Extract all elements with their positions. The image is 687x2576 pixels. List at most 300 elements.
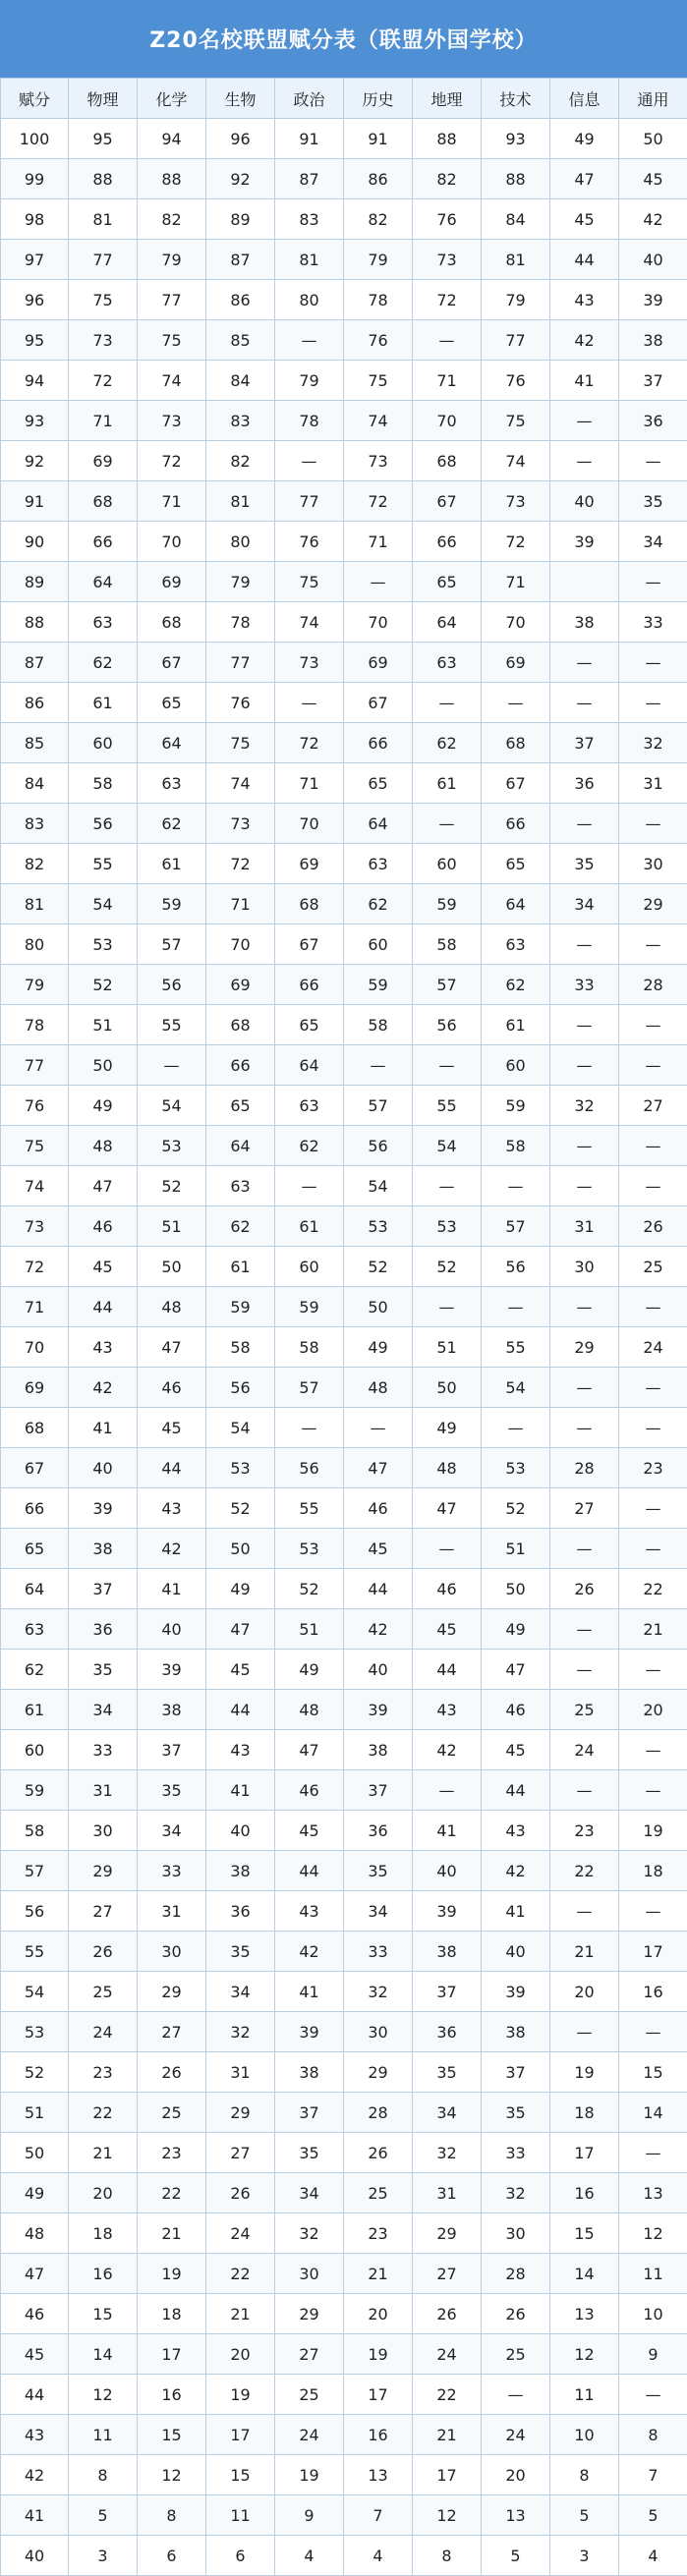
history-cell: 53 — [344, 1206, 413, 1247]
technology-cell: 32 — [482, 2173, 550, 2213]
information-cell: — — [550, 1650, 619, 1690]
history-cell: 28 — [344, 2093, 413, 2133]
history-cell: 54 — [344, 1166, 413, 1206]
general-tech-cell: 16 — [619, 1972, 687, 2012]
politics-cell: 80 — [275, 280, 344, 320]
information-cell: — — [550, 1005, 619, 1045]
general-tech-cell: 26 — [619, 1206, 687, 1247]
chemistry-cell: 48 — [138, 1287, 206, 1327]
general-tech-cell: 42 — [619, 199, 687, 240]
chemistry-cell: 57 — [138, 924, 206, 965]
history-cell: 39 — [344, 1690, 413, 1730]
chemistry-cell: 59 — [138, 884, 206, 924]
history-cell: 73 — [344, 441, 413, 481]
geography-cell: 34 — [413, 2093, 482, 2133]
physics-cell: 47 — [69, 1166, 138, 1206]
assigned-score-cell: 63 — [1, 1609, 69, 1650]
technology-cell: 56 — [482, 1247, 550, 1287]
general-tech-cell: 30 — [619, 844, 687, 884]
politics-cell: 41 — [275, 1972, 344, 2012]
history-cell: 74 — [344, 401, 413, 441]
information-cell: 47 — [550, 159, 619, 199]
physics-cell: 20 — [69, 2173, 138, 2213]
technology-cell: 24 — [482, 2415, 550, 2455]
table-row — [1, 1891, 687, 1932]
table-row — [1, 2495, 687, 2536]
assigned-score-cell: 93 — [1, 401, 69, 441]
technology-cell: 77 — [482, 320, 550, 361]
information-cell: 36 — [550, 763, 619, 804]
geography-cell: 61 — [413, 763, 482, 804]
geography-cell: 68 — [413, 441, 482, 481]
politics-cell: 55 — [275, 1488, 344, 1529]
information-cell: 34 — [550, 884, 619, 924]
politics-cell: 71 — [275, 763, 344, 804]
assigned-score-cell: 100 — [1, 119, 69, 159]
table-row — [1, 1287, 687, 1327]
politics-cell: 59 — [275, 1287, 344, 1327]
assigned-score-cell: 46 — [1, 2294, 69, 2334]
politics-cell: 91 — [275, 119, 344, 159]
biology-cell: 29 — [206, 2093, 275, 2133]
information-cell: 19 — [550, 2052, 619, 2093]
politics-cell: 43 — [275, 1891, 344, 1932]
physics-cell: 44 — [69, 1287, 138, 1327]
technology-cell: 39 — [482, 1972, 550, 2012]
assigned-score-cell: 45 — [1, 2334, 69, 2375]
technology-cell: 51 — [482, 1529, 550, 1569]
information-cell: — — [550, 1126, 619, 1166]
physics-cell: 31 — [69, 1770, 138, 1811]
information-cell: — — [550, 1287, 619, 1327]
biology-cell: 36 — [206, 1891, 275, 1932]
physics-cell: 5 — [69, 2495, 138, 2536]
technology-cell: — — [482, 1408, 550, 1448]
geography-cell: 45 — [413, 1609, 482, 1650]
chemistry-cell: 25 — [138, 2093, 206, 2133]
politics-cell: 81 — [275, 240, 344, 280]
table-row — [1, 1569, 687, 1609]
table-row — [1, 1206, 687, 1247]
chemistry-cell: 29 — [138, 1972, 206, 2012]
technology-cell: 74 — [482, 441, 550, 481]
information-cell: 35 — [550, 844, 619, 884]
politics-cell: 4 — [275, 2536, 344, 2576]
assigned-score-cell: 42 — [1, 2455, 69, 2495]
chemistry-cell: 64 — [138, 723, 206, 763]
biology-cell: 17 — [206, 2415, 275, 2455]
table-row — [1, 401, 687, 441]
physics-cell: 81 — [69, 199, 138, 240]
physics-cell: 68 — [69, 481, 138, 522]
table-body — [1, 119, 687, 2576]
physics-cell: 71 — [69, 401, 138, 441]
general-tech-cell: 35 — [619, 481, 687, 522]
assigned-score-cell: 40 — [1, 2536, 69, 2576]
physics-cell: 69 — [69, 441, 138, 481]
chemistry-cell: 40 — [138, 1609, 206, 1650]
chemistry-cell: 55 — [138, 1005, 206, 1045]
technology-cell: 26 — [482, 2294, 550, 2334]
assigned-score-cell: 89 — [1, 562, 69, 602]
politics-cell: 66 — [275, 965, 344, 1005]
information-cell: 39 — [550, 522, 619, 562]
general-tech-cell: — — [619, 562, 687, 602]
history-cell: 50 — [344, 1287, 413, 1327]
biology-cell: 56 — [206, 1368, 275, 1408]
politics-cell: — — [275, 1408, 344, 1448]
general-tech-cell: 24 — [619, 1327, 687, 1368]
chemistry-cell: 62 — [138, 804, 206, 844]
geography-cell: 63 — [413, 643, 482, 683]
history-cell: 37 — [344, 1770, 413, 1811]
chemistry-cell: 33 — [138, 1851, 206, 1891]
information-cell: — — [550, 441, 619, 481]
information-cell: 17 — [550, 2133, 619, 2173]
general-tech-cell: — — [619, 1488, 687, 1529]
geography-cell: 43 — [413, 1690, 482, 1730]
chemistry-cell: 82 — [138, 199, 206, 240]
table-row — [1, 1126, 687, 1166]
table-row — [1, 2012, 687, 2052]
table-row — [1, 1730, 687, 1770]
politics-cell: 29 — [275, 2294, 344, 2334]
general-tech-cell: 39 — [619, 280, 687, 320]
physics-cell: 53 — [69, 924, 138, 965]
politics-cell: — — [275, 1166, 344, 1206]
politics-cell: 46 — [275, 1770, 344, 1811]
geography-cell: 71 — [413, 361, 482, 401]
chemistry-cell: 88 — [138, 159, 206, 199]
physics-cell: 72 — [69, 361, 138, 401]
physics-cell: 16 — [69, 2254, 138, 2294]
table-row — [1, 844, 687, 884]
politics-cell: — — [275, 441, 344, 481]
assigned-score-cell: 82 — [1, 844, 69, 884]
assigned-score-cell: 48 — [1, 2213, 69, 2254]
general-tech-cell: 18 — [619, 1851, 687, 1891]
technology-cell: 81 — [482, 240, 550, 280]
information-cell: — — [550, 2012, 619, 2052]
general-tech-cell: — — [619, 441, 687, 481]
general-tech-cell: — — [619, 1126, 687, 1166]
technology-cell: 40 — [482, 1932, 550, 1972]
table-row — [1, 1488, 687, 1529]
geography-cell: 17 — [413, 2455, 482, 2495]
table-row — [1, 2213, 687, 2254]
history-cell: 67 — [344, 683, 413, 723]
politics-cell: 45 — [275, 1811, 344, 1851]
assigned-score-cell: 50 — [1, 2133, 69, 2173]
general-tech-cell: 32 — [619, 723, 687, 763]
assigned-score-cell: 76 — [1, 1086, 69, 1126]
general-tech-cell: 19 — [619, 1811, 687, 1851]
history-cell: 16 — [344, 2415, 413, 2455]
table-row — [1, 481, 687, 522]
table-row — [1, 884, 687, 924]
information-cell: — — [550, 401, 619, 441]
information-cell: 8 — [550, 2455, 619, 2495]
history-cell: 66 — [344, 723, 413, 763]
table-row — [1, 240, 687, 280]
assigned-score-cell: 85 — [1, 723, 69, 763]
chemistry-cell: 23 — [138, 2133, 206, 2173]
geography-cell: 72 — [413, 280, 482, 320]
table-row — [1, 1690, 687, 1730]
history-cell: 44 — [344, 1569, 413, 1609]
technology-cell: 30 — [482, 2213, 550, 2254]
physics-cell: 37 — [69, 1569, 138, 1609]
biology-cell: 78 — [206, 602, 275, 643]
general-tech-cell: 27 — [619, 1086, 687, 1126]
biology-cell: 43 — [206, 1730, 275, 1770]
technology-cell: 55 — [482, 1327, 550, 1368]
assigned-score-cell: 75 — [1, 1126, 69, 1166]
geography-cell: 65 — [413, 562, 482, 602]
assigned-score-cell: 71 — [1, 1287, 69, 1327]
biology-cell: 35 — [206, 1932, 275, 1972]
politics-cell: 52 — [275, 1569, 344, 1609]
general-tech-cell: — — [619, 804, 687, 844]
technology-cell: 53 — [482, 1448, 550, 1488]
technology-cell: 75 — [482, 401, 550, 441]
history-cell: 36 — [344, 1811, 413, 1851]
biology-cell: 31 — [206, 2052, 275, 2093]
geography-cell: 66 — [413, 522, 482, 562]
geography-cell: 64 — [413, 602, 482, 643]
physics-cell: 55 — [69, 844, 138, 884]
history-cell: 30 — [344, 2012, 413, 2052]
table-row — [1, 1368, 687, 1408]
technology-cell: 28 — [482, 2254, 550, 2294]
general-tech-cell: — — [619, 643, 687, 683]
history-cell: 75 — [344, 361, 413, 401]
information-cell: 25 — [550, 1690, 619, 1730]
table-row — [1, 562, 687, 602]
geography-cell: 56 — [413, 1005, 482, 1045]
table-row — [1, 2133, 687, 2173]
information-cell: 30 — [550, 1247, 619, 1287]
assigned-score-cell: 84 — [1, 763, 69, 804]
information-cell: 14 — [550, 2254, 619, 2294]
technology-cell: 73 — [482, 481, 550, 522]
geography-cell: 54 — [413, 1126, 482, 1166]
general-tech-cell: — — [619, 924, 687, 965]
table-row — [1, 683, 687, 723]
biology-cell: 45 — [206, 1650, 275, 1690]
table-row — [1, 924, 687, 965]
general-tech-cell: — — [619, 1408, 687, 1448]
table-row — [1, 280, 687, 320]
physics-cell: 63 — [69, 602, 138, 643]
general-tech-cell: 22 — [619, 1569, 687, 1609]
assigned-score-cell: 41 — [1, 2495, 69, 2536]
assigned-score-cell: 80 — [1, 924, 69, 965]
table-row — [1, 361, 687, 401]
biology-cell: 21 — [206, 2294, 275, 2334]
politics-cell: 25 — [275, 2375, 344, 2415]
assigned-score-cell: 52 — [1, 2052, 69, 2093]
general-tech-cell: 9 — [619, 2334, 687, 2375]
table-header-row — [1, 79, 687, 119]
geography-cell: 70 — [413, 401, 482, 441]
general-tech-cell: 31 — [619, 763, 687, 804]
assigned-score-cell: 62 — [1, 1650, 69, 1690]
geography-cell: — — [413, 1045, 482, 1086]
information-cell: — — [550, 924, 619, 965]
biology-cell: 76 — [206, 683, 275, 723]
header-technology: 技术 — [482, 79, 550, 119]
general-tech-cell: — — [619, 1287, 687, 1327]
general-tech-cell: — — [619, 1166, 687, 1206]
biology-cell: 6 — [206, 2536, 275, 2576]
chemistry-cell: 46 — [138, 1368, 206, 1408]
technology-cell: 50 — [482, 1569, 550, 1609]
politics-cell: 51 — [275, 1609, 344, 1650]
physics-cell: 51 — [69, 1005, 138, 1045]
geography-cell: 40 — [413, 1851, 482, 1891]
geography-cell: — — [413, 1166, 482, 1206]
technology-cell: 69 — [482, 643, 550, 683]
geography-cell: — — [413, 683, 482, 723]
biology-cell: 65 — [206, 1086, 275, 1126]
biology-cell: 19 — [206, 2375, 275, 2415]
assigned-score-cell: 97 — [1, 240, 69, 280]
technology-cell: 54 — [482, 1368, 550, 1408]
chemistry-cell: 72 — [138, 441, 206, 481]
information-cell: 22 — [550, 1851, 619, 1891]
general-tech-cell: — — [619, 1005, 687, 1045]
physics-cell: 35 — [69, 1650, 138, 1690]
biology-cell: 52 — [206, 1488, 275, 1529]
chemistry-cell: 22 — [138, 2173, 206, 2213]
biology-cell: 40 — [206, 1811, 275, 1851]
geography-cell: 76 — [413, 199, 482, 240]
geography-cell: 29 — [413, 2213, 482, 2254]
physics-cell: 50 — [69, 1045, 138, 1086]
biology-cell: 84 — [206, 361, 275, 401]
geography-cell: 73 — [413, 240, 482, 280]
technology-cell: 43 — [482, 1811, 550, 1851]
general-tech-cell: 40 — [619, 240, 687, 280]
politics-cell: 76 — [275, 522, 344, 562]
general-tech-cell: 23 — [619, 1448, 687, 1488]
politics-cell: 39 — [275, 2012, 344, 2052]
politics-cell: 83 — [275, 199, 344, 240]
technology-cell: — — [482, 1287, 550, 1327]
assigned-score-cell: 92 — [1, 441, 69, 481]
chemistry-cell: 65 — [138, 683, 206, 723]
technology-cell: 68 — [482, 723, 550, 763]
biology-cell: 47 — [206, 1609, 275, 1650]
technology-cell: 58 — [482, 1126, 550, 1166]
biology-cell: 50 — [206, 1529, 275, 1569]
physics-cell: 60 — [69, 723, 138, 763]
biology-cell: 63 — [206, 1166, 275, 1206]
physics-cell: 88 — [69, 159, 138, 199]
assigned-score-cell: 66 — [1, 1488, 69, 1529]
assigned-score-cell: 65 — [1, 1529, 69, 1569]
history-cell: 46 — [344, 1488, 413, 1529]
history-cell: 21 — [344, 2254, 413, 2294]
geography-cell: 21 — [413, 2415, 482, 2455]
chemistry-cell: 15 — [138, 2415, 206, 2455]
table-row — [1, 2093, 687, 2133]
table-row — [1, 1932, 687, 1972]
politics-cell: — — [275, 683, 344, 723]
chemistry-cell: 43 — [138, 1488, 206, 1529]
information-cell: — — [550, 1770, 619, 1811]
physics-cell: 27 — [69, 1891, 138, 1932]
biology-cell: 86 — [206, 280, 275, 320]
information-cell: 27 — [550, 1488, 619, 1529]
physics-cell: 3 — [69, 2536, 138, 2576]
physics-cell: 64 — [69, 562, 138, 602]
biology-cell: 22 — [206, 2254, 275, 2294]
geography-cell: 26 — [413, 2294, 482, 2334]
assigned-score-cell: 90 — [1, 522, 69, 562]
technology-cell: — — [482, 683, 550, 723]
physics-cell: 33 — [69, 1730, 138, 1770]
biology-cell: 72 — [206, 844, 275, 884]
biology-cell: 77 — [206, 643, 275, 683]
general-tech-cell: — — [619, 1770, 687, 1811]
chemistry-cell: 63 — [138, 763, 206, 804]
technology-cell: 37 — [482, 2052, 550, 2093]
technology-cell: 60 — [482, 1045, 550, 1086]
technology-cell: 61 — [482, 1005, 550, 1045]
technology-cell: 41 — [482, 1891, 550, 1932]
general-tech-cell: 50 — [619, 119, 687, 159]
table-row — [1, 199, 687, 240]
information-cell: 43 — [550, 280, 619, 320]
chemistry-cell: 47 — [138, 1327, 206, 1368]
physics-cell: 40 — [69, 1448, 138, 1488]
chemistry-cell: 71 — [138, 481, 206, 522]
biology-cell: 81 — [206, 481, 275, 522]
table-row — [1, 1972, 687, 2012]
biology-cell: 24 — [206, 2213, 275, 2254]
history-cell: 35 — [344, 1851, 413, 1891]
geography-cell: 41 — [413, 1811, 482, 1851]
biology-cell: 85 — [206, 320, 275, 361]
general-tech-cell: — — [619, 1891, 687, 1932]
history-cell: 40 — [344, 1650, 413, 1690]
header-physics: 物理 — [69, 79, 138, 119]
table-row — [1, 441, 687, 481]
assigned-score-cell: 57 — [1, 1851, 69, 1891]
chemistry-cell: 44 — [138, 1448, 206, 1488]
geography-cell: 59 — [413, 884, 482, 924]
chemistry-cell: 52 — [138, 1166, 206, 1206]
chemistry-cell: — — [138, 1045, 206, 1086]
geography-cell: 51 — [413, 1327, 482, 1368]
politics-cell: 19 — [275, 2455, 344, 2495]
assigned-score-cell: 98 — [1, 199, 69, 240]
table-row — [1, 2536, 687, 2576]
information-cell: 16 — [550, 2173, 619, 2213]
general-tech-cell: — — [619, 1368, 687, 1408]
table-row — [1, 1811, 687, 1851]
chemistry-cell: 75 — [138, 320, 206, 361]
biology-cell: 79 — [206, 562, 275, 602]
table-row — [1, 2254, 687, 2294]
general-tech-cell: 28 — [619, 965, 687, 1005]
information-cell: 45 — [550, 199, 619, 240]
geography-cell: 37 — [413, 1972, 482, 2012]
geography-cell: — — [413, 1287, 482, 1327]
information-cell: 24 — [550, 1730, 619, 1770]
